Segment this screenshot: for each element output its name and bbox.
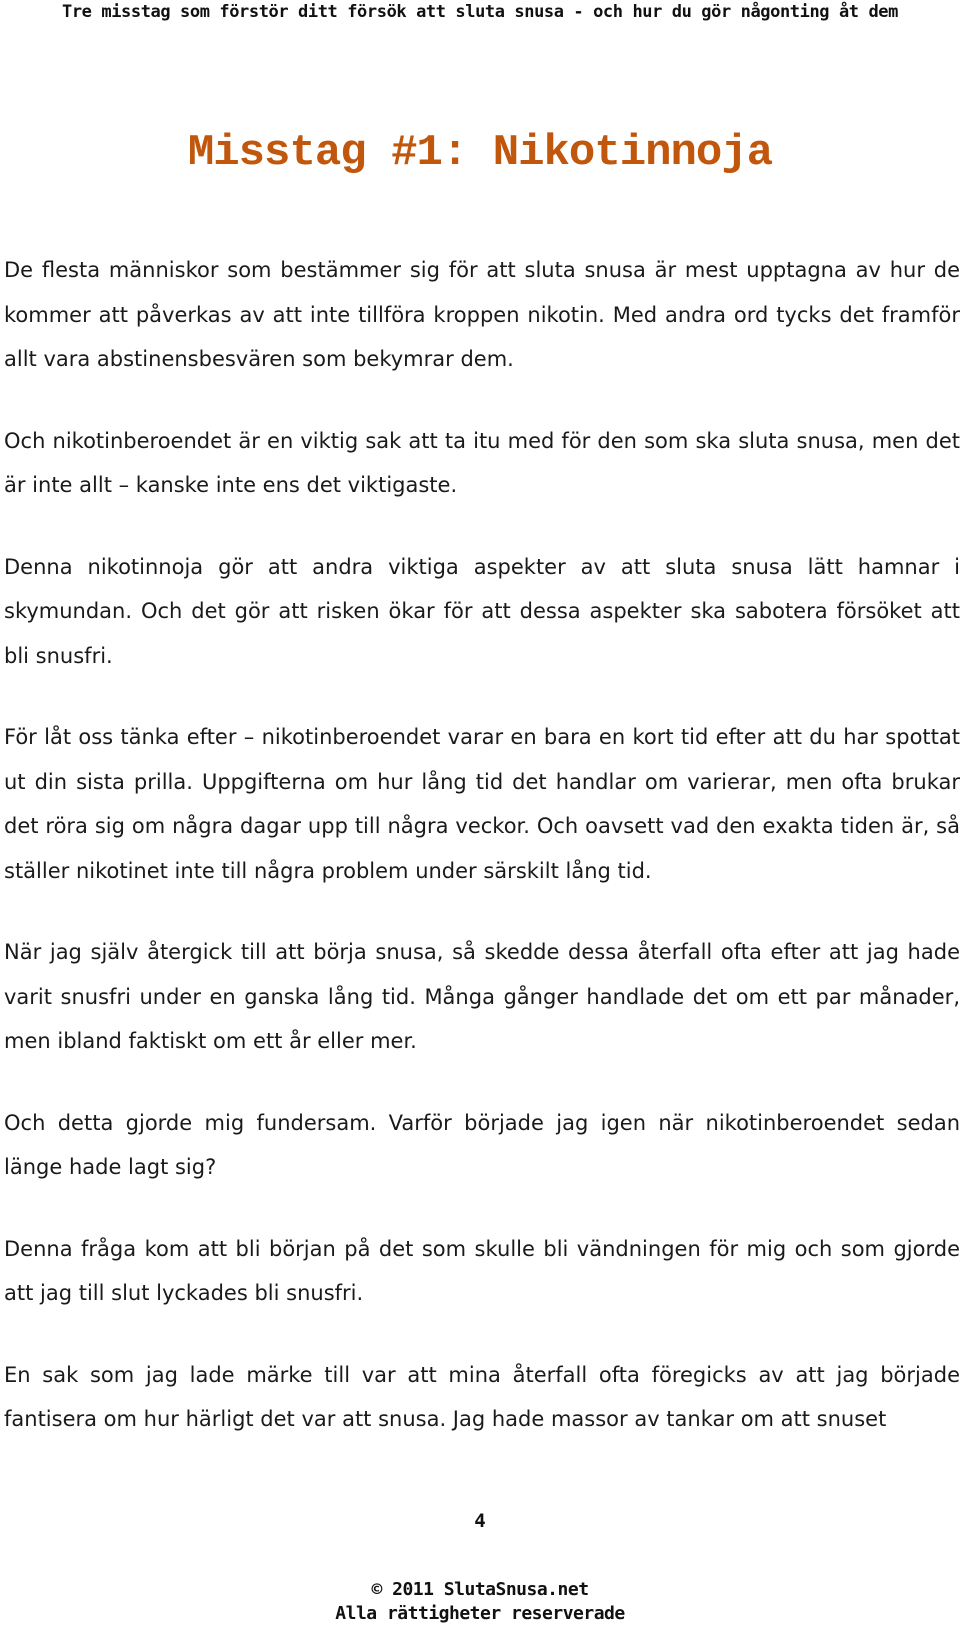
- paragraph-8: En sak som jag lade märke till var att mina återfall ofta föregicks av att jag började fantisera om hur härligt det var att snusa. Jag hade massor av tankar om att snuset: [4, 1362, 960, 1431]
- running-header: Tre misstag som förstör ditt försök att sluta snusa - och hur du gör någonting åt dem: [62, 2, 898, 22]
- paragraph-7: Denna fråga kom att bli början på det som skulle bli vändningen för mig och som gjorde att jag till slut lyckades bli snusfri.: [4, 1236, 960, 1305]
- paragraph-5: När jag själv återgick till att börja snusa, så skedde dessa återfall ofta efter att jag hade varit snusfri under en ganska lång tid. Många gånger handlade det om ett par månader, men ibland faktiskt om ett år eller mer.: [4, 940, 960, 1053]
- chapter-title: Misstag #1: Nikotinnoja: [187, 128, 773, 178]
- footer-rights: Alla rättigheter reserverade: [335, 1603, 625, 1624]
- paragraph-6: Och detta gjorde mig fundersam. Varför började jag igen när nikotinberoendet sedan länge hade lagt sig?: [4, 1110, 960, 1179]
- page-number: 4: [474, 1510, 486, 1532]
- paragraph-3: Denna nikotinnoja gör att andra viktiga aspekter av att sluta snusa lätt hamnar i skymundan. Och det gör att risken ökar för att dessa aspekter ska sabotera försöket att bli snusfri.: [4, 554, 960, 668]
- footer-copyright: © 2011 SlutaSnusa.net: [371, 1579, 589, 1600]
- footer: [0, 1578, 960, 1626]
- paragraph-1: De flesta människor som bestämmer sig för att sluta snusa är mest upptagna av hur de kommer att påverkas av att inte tillföra kroppen nikotin. Med andra ord tycks det framför allt vara abstinensbesvären som bekymrar dem.: [4, 258, 960, 371]
- body-text: [4, 248, 960, 1479]
- paragraph-2: Och nikotinberoendet är en viktig sak att ta itu med för den som ska sluta snusa, men det är inte allt – kanske inte ens det viktigaste.: [4, 428, 960, 497]
- paragraph-4: För låt oss tänka efter – nikotinberoendet varar en bara en kort tid efter att du har spottat ut din sista prilla. Uppgifterna om hur lång tid det handlar om varierar, men ofta brukar det röra sig om några dagar upp till några veckor. Och oavsett vad den exakta tiden är, så ställer nikotinet inte till några problem under särskilt lång tid.: [4, 725, 960, 883]
